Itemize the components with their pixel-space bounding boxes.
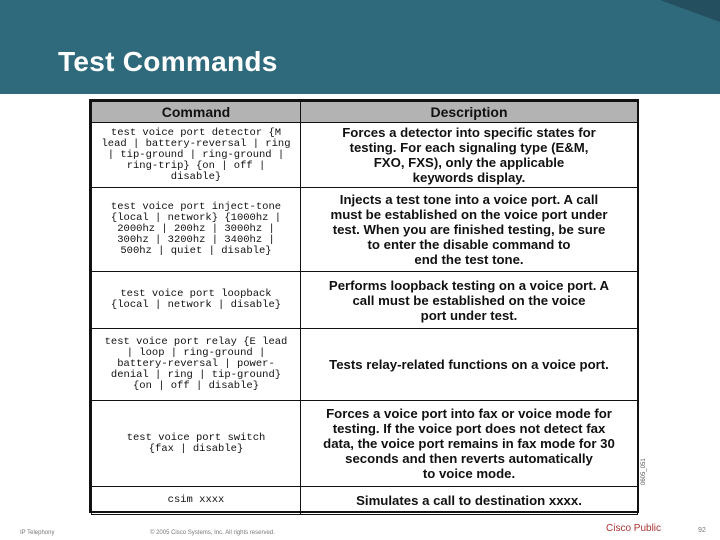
table-row bbox=[92, 123, 638, 188]
description-cell: Performs loopback testing on a voice port. A call must be established on the voice port under test. bbox=[301, 272, 638, 329]
table-row bbox=[92, 487, 638, 515]
page-number: 92 bbox=[698, 527, 706, 534]
slide-title: Test Commands bbox=[58, 46, 278, 77]
header-command: Command bbox=[92, 102, 301, 123]
table-row bbox=[92, 188, 638, 272]
command-cell: test voice port switch {fax | disable} bbox=[92, 401, 301, 487]
slide-header bbox=[0, 0, 720, 94]
command-cell: test voice port loopback {local | network | disable} bbox=[92, 272, 301, 329]
header-corner-accent bbox=[660, 0, 720, 22]
command-cell: csim xxxx bbox=[92, 487, 301, 515]
footer-classification: Cisco Public bbox=[606, 523, 662, 534]
table-row bbox=[92, 401, 638, 487]
command-cell: test voice port detector {M lead | battery-reversal | ring | tip-ground | ring-ground | ring-trip} {on | off | disable} bbox=[92, 123, 301, 188]
header-description: Description bbox=[301, 102, 638, 123]
command-cell: test voice port relay {E lead | loop | ring-ground | battery-reversal | power- denial | ring | tip-ground} {on | off | disable} bbox=[92, 329, 301, 401]
table-row bbox=[92, 329, 638, 401]
footer-course: IP Telephony bbox=[20, 530, 55, 536]
description-cell: Tests relay-related functions on a voice port. bbox=[301, 329, 638, 401]
figure-id: 0605_051 bbox=[641, 458, 647, 485]
description-cell: Forces a detector into specific states for testing. For each signaling type (E&M, FXO, FXS), only the applicable keywords display. bbox=[301, 123, 638, 188]
commands-table bbox=[89, 99, 639, 513]
description-cell: Injects a test tone into a voice port. A call must be established on the voice port under test. When you are finished testing, be sure to enter the disable command to end the test tone. bbox=[301, 188, 638, 272]
description-cell: Forces a voice port into fax or voice mode for testing. If the voice port does not detect fax data, the voice port remains in fax mode for 30 seconds and then reverts automatically to voice mode. bbox=[301, 401, 638, 487]
command-cell: test voice port inject-tone {local | network} {1000hz | 2000hz | 200hz | 3000hz | 300hz | 3200hz | 3400hz | 500hz | quiet | disable} bbox=[92, 188, 301, 272]
table-header-row bbox=[92, 102, 638, 123]
footer-copyright: © 2005 Cisco Systems, Inc. All rights reserved. bbox=[150, 530, 275, 536]
description-cell: Simulates a call to destination xxxx. bbox=[301, 487, 638, 515]
table-row bbox=[92, 272, 638, 329]
